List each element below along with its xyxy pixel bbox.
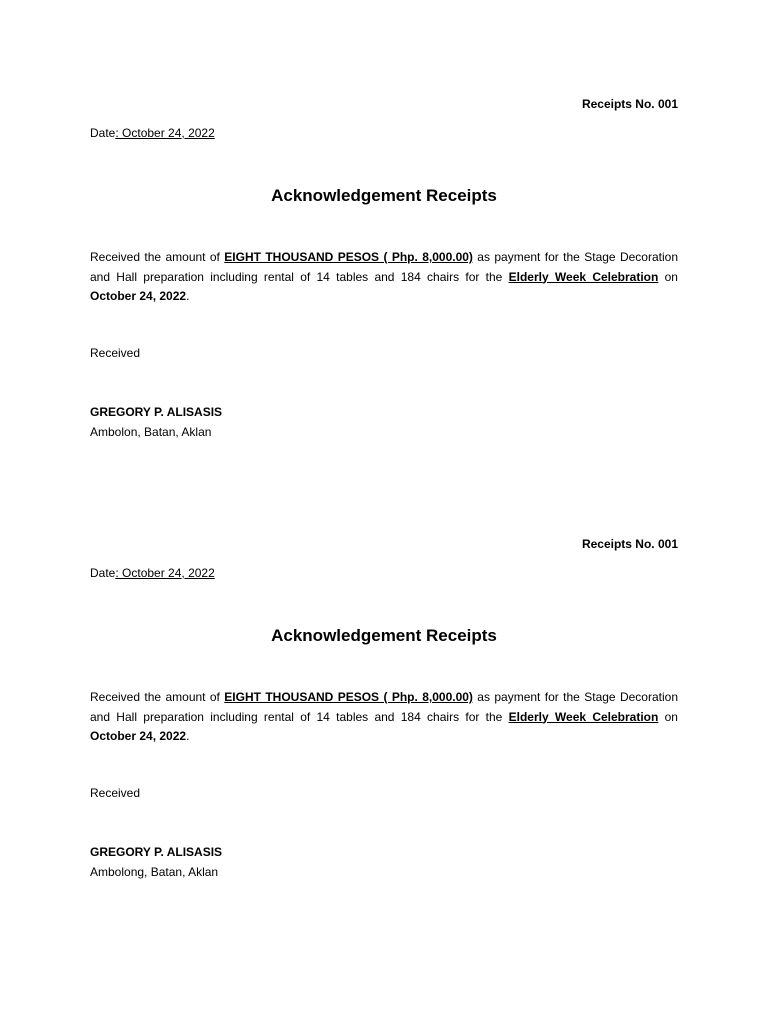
- body-end: .: [186, 289, 190, 303]
- receipt-body: [90, 688, 678, 747]
- signatory-address: Ambolong, Batan, Aklan: [90, 865, 219, 879]
- body-purpose: as payment for the Stage Decoration and Hall preparation including rental of 14 tables and 184 chairs for the: [90, 250, 679, 284]
- signatory-name: GREGORY P. ALISASIS: [90, 405, 223, 419]
- receipt-number: Receipts No. 001: [581, 537, 678, 551]
- date-label: Date: [90, 566, 116, 580]
- body-intro: Received the amount of: [90, 250, 225, 264]
- event-name: Elderly Week Celebration: [508, 269, 659, 284]
- event-date: October 24, 2022: [90, 289, 187, 303]
- received-label: Received: [90, 786, 141, 800]
- date-value: : October 24, 2022: [115, 126, 215, 140]
- date-label: Date: [90, 126, 116, 140]
- receipt-title: Acknowledgement Receipts: [271, 186, 497, 205]
- event-name: Elderly Week Celebration: [508, 709, 659, 724]
- date-value: : October 24, 2022: [115, 566, 215, 580]
- amount-text: EIGHT THOUSAND PESOS ( Php. 8,000.00): [224, 250, 473, 264]
- receipt-number: Receipts No. 001: [581, 97, 678, 111]
- signatory-name: GREGORY P. ALISASIS: [90, 845, 223, 859]
- signatory-address: Ambolon, Batan, Aklan: [90, 425, 212, 439]
- amount-text: EIGHT THOUSAND PESOS ( Php. 8,000.00): [224, 690, 473, 704]
- body-on: on: [658, 269, 678, 284]
- received-label: Received: [90, 346, 141, 360]
- receipt-body: [90, 248, 678, 307]
- body-purpose: as payment for the Stage Decoration and Hall preparation including rental of 14 tables and 184 chairs for the: [90, 690, 679, 724]
- body-end: .: [186, 729, 190, 743]
- receipt-date: [90, 565, 215, 581]
- receipt-date: [90, 125, 215, 141]
- body-intro: Received the amount of: [90, 690, 225, 704]
- event-date: October 24, 2022: [90, 729, 187, 743]
- body-on: on: [658, 709, 678, 724]
- receipt-title: Acknowledgement Receipts: [271, 626, 497, 645]
